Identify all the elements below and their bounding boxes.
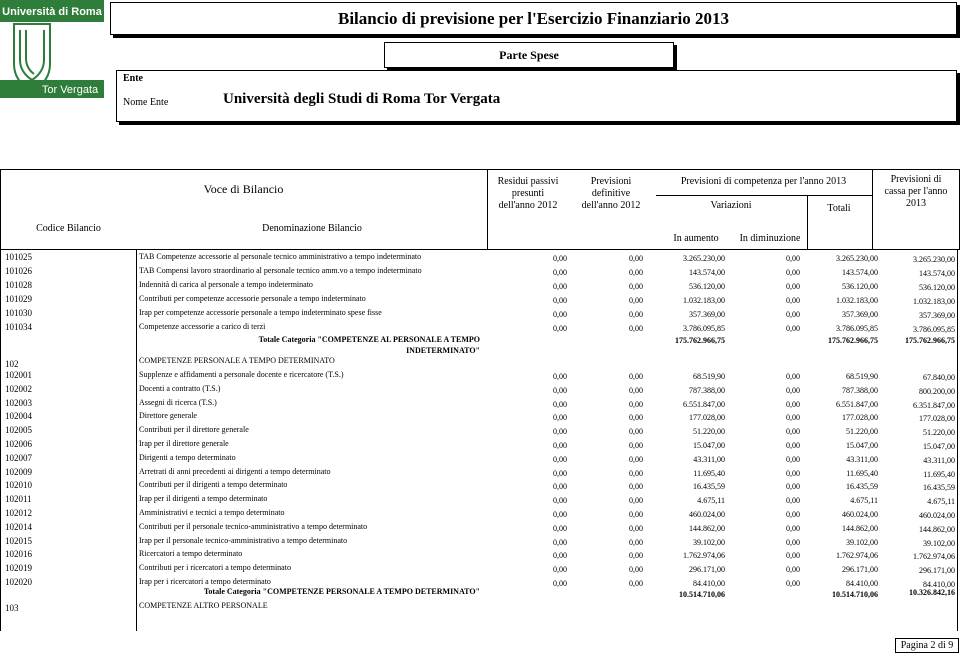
row-def: 0,00 [629,282,643,291]
row-description: Competenze accessorie a carico di terzi [139,322,266,331]
row-description: Direttore generale [139,411,197,421]
table-row [0,522,958,535]
row-def: 0,00 [629,296,643,305]
row-description: Dirigenti a tempo determinato [139,452,236,462]
row-aum: 68.519,90 [693,372,725,381]
row-code: 102003 [5,397,32,408]
table-row [0,384,958,397]
row-def: 0,00 [629,565,643,575]
row-description: Irap per il direttore generale [139,439,229,448]
row-cassa: 4.675,11 [927,497,955,507]
row-code: 102004 [5,411,32,422]
nome-ente-label: Nome Ente [123,97,169,108]
row-tot: 177.028,00 [842,413,878,423]
row-def: 0,00 [629,579,643,588]
row-dim: 0,00 [786,454,800,464]
row-cassa: 1.762.974,06 [913,552,955,562]
nome-ente-value: Università degli Studi di Roma Tor Vergata [223,91,501,107]
row-res: 0,00 [553,441,567,450]
denominazione-header: Denominazione Bilancio [262,223,362,234]
row-tot: 3.786.095,85 [836,324,878,333]
row-def: 0,00 [629,372,643,381]
university-logo [0,0,104,98]
row-res: 0,00 [553,427,567,437]
row-code: 101028 [5,280,32,290]
variazioni-header: Variazioni [710,200,752,211]
table-row [0,411,958,424]
table-row [0,508,958,521]
row-dim: 0,00 [786,254,800,263]
row-code: 102007 [5,452,32,463]
row-def: 0,00 [629,468,643,478]
row-cassa: 67.840,00 [923,373,955,382]
total-cassa: 10.326.842,16 [909,587,955,597]
row-dim: 0,00 [786,510,800,519]
row-tot: 296.171,00 [842,565,878,575]
row-dim: 0,00 [786,482,800,492]
table-row [0,266,958,279]
row-aum: 16.435,59 [693,482,725,492]
row-cassa: 144.862,00 [919,524,955,534]
cassa-header: Previsioni di cassa per l'anno 2013 [884,174,948,209]
row-code: 102001 [5,370,32,380]
row-code: 101029 [5,294,32,304]
row-tot: 11.695,40 [846,468,878,478]
logo-text-bottom: Tor Vergata [41,84,99,96]
row-res: 0,00 [553,310,567,319]
row-aum: 144.862,00 [689,523,725,533]
in-aumento-header: In aumento [673,233,719,244]
row-cassa: 536.120,00 [919,283,955,292]
row-res: 0,00 [553,523,567,533]
row-aum: 787.388,00 [689,385,725,395]
row-code: 102011 [5,494,32,505]
row-aum: 143.574,00 [689,268,725,277]
row-def: 0,00 [629,482,643,492]
row-aum: 43.311,00 [693,454,725,464]
row-cassa: 16.435,59 [923,483,955,493]
row-tot: 4.675,11 [850,496,878,506]
row-def: 0,00 [629,427,643,437]
row-cassa: 143.574,00 [919,269,955,278]
category-code: 103 [5,602,19,613]
table-body [0,249,958,631]
row-aum: 84.410,00 [693,579,725,588]
row-description: Irap per competenze accessorie personale a tempo indeterminato spese fisse [139,308,382,317]
table-row [0,563,958,576]
row-res: 0,00 [553,296,567,305]
row-description: Contributi per il dirigenti a tempo determinato [139,480,288,490]
row-tot: 357.369,00 [842,310,878,319]
row-res: 0,00 [553,496,567,506]
total-aum: 10.514.710,06 [679,589,725,599]
row-def: 0,00 [629,510,643,519]
ente-label: Ente [123,73,143,84]
row-dim: 0,00 [786,268,800,277]
total-label-2: INDETERMINATO" [406,346,480,355]
row-description: Irap per il dirigenti a tempo determinato [139,494,268,504]
row-tot: 536.120,00 [842,282,878,291]
row-dim: 0,00 [786,537,800,547]
row-description: Assegni di ricerca (T.S.) [139,397,217,407]
row-aum: 1.032.183,00 [683,296,725,305]
row-res: 0,00 [553,565,567,575]
row-res: 0,00 [553,482,567,492]
row-description: Ricercatori a tempo determinato [139,549,243,559]
row-def: 0,00 [629,399,643,409]
table-row [0,308,958,321]
row-description: Contributi per il personale tecnico-amministrativo a tempo determinato [139,521,368,531]
row-def: 0,00 [629,496,643,506]
row-description: Docenti a contratto (T.S.) [139,383,221,393]
row-cassa: 460.024,00 [919,511,955,520]
codice-header: Codice Bilancio [36,223,101,234]
row-res: 0,00 [553,385,567,395]
row-def: 0,00 [629,454,643,464]
table-row [0,370,958,383]
row-aum: 296.171,00 [689,565,725,575]
row-dim: 0,00 [786,579,800,588]
row-aum: 3.786.095,85 [683,324,725,333]
row-code: 101034 [5,322,32,332]
row-dim: 0,00 [786,413,800,423]
report-title [110,2,957,35]
row-def: 0,00 [629,523,643,533]
row-res: 0,00 [553,579,567,588]
residui-header: Residui passivi presunti dell'anno 2012 [497,176,559,211]
row-cassa: 39.102,00 [923,538,955,548]
row-tot: 787.388,00 [842,385,878,395]
row-dim: 0,00 [786,282,800,291]
row-code: 102010 [5,480,32,491]
row-def: 0,00 [629,551,643,561]
row-code: 102005 [5,425,32,436]
row-cassa: 296.171,00 [919,566,955,576]
page-indicator: Pagina 2 di 9 [895,638,959,653]
row-code: 102019 [5,563,32,574]
total-aum: 175.762.966,75 [675,336,725,345]
row-cassa: 84.410,00 [923,580,955,589]
row-res: 0,00 [553,399,567,409]
row-res: 0,00 [553,254,567,263]
row-code: 101030 [5,308,32,318]
row-code: 102009 [5,466,32,477]
totali-header: Totali [827,203,851,214]
row-res: 0,00 [553,268,567,277]
table-row [0,280,958,293]
row-description: Contributi per il direttore generale [139,425,249,435]
row-tot: 6.551.847,00 [836,399,878,409]
total-cassa: 175.762.966,75 [905,336,955,345]
table-row [0,494,958,507]
column-header [0,169,960,250]
row-aum: 357.369,00 [689,310,725,319]
row-dim: 0,00 [786,427,800,437]
row-dim: 0,00 [786,496,800,506]
total-tot: 175.762.966,75 [828,336,878,345]
row-aum: 460.024,00 [689,510,725,519]
row-cassa: 177.028,00 [919,414,955,424]
row-res: 0,00 [553,454,567,464]
row-cassa: 800.200,00 [919,386,955,396]
row-code: 102015 [5,535,32,546]
row-aum: 51.220,00 [693,427,725,437]
row-dim: 0,00 [786,565,800,575]
row-cassa: 51.220,00 [923,428,955,438]
row-cassa: 15.047,00 [923,442,955,451]
row-tot: 39.102,00 [846,537,878,547]
row-tot: 43.311,00 [846,454,878,464]
competenza-header: Previsioni di competenza per l'anno 2013 [680,176,847,187]
row-aum: 1.762.974,06 [683,551,725,561]
row-tot: 3.265.230,00 [836,254,878,263]
row-dim: 0,00 [786,385,800,395]
row-code: 101025 [5,252,32,262]
row-def: 0,00 [629,268,643,277]
row-dim: 0,00 [786,468,800,478]
row-aum: 11.695,40 [693,468,725,478]
row-cassa: 6.351.847,00 [913,400,955,410]
row-tot: 1.762.974,06 [836,551,878,561]
row-def: 0,00 [629,254,643,263]
table-row [0,322,958,335]
row-dim: 0,00 [786,372,800,381]
row-cassa: 3.265.230,00 [913,255,955,264]
row-tot: 143.574,00 [842,268,878,277]
row-code: 101026 [5,266,32,276]
table-row [0,294,958,307]
category-description: COMPETENZE PERSONALE A TEMPO DETERMINATO [139,356,335,365]
voce-header: Voce di Bilancio [203,182,284,196]
row-code: 102012 [5,508,32,518]
row-def: 0,00 [629,310,643,319]
row-description: TAB Competenze accessorie al personale tecnico amministrativo a tempo indeterminato [139,252,422,261]
row-aum: 15.047,00 [693,441,725,450]
row-cassa: 3.786.095,85 [913,325,955,334]
category-description: COMPETENZE ALTRO PERSONALE [139,600,268,610]
row-tot: 144.862,00 [842,523,878,533]
row-def: 0,00 [629,324,643,333]
report-title-text: Bilancio di previsione per l'Esercizio Finanziario 2013 [338,8,729,28]
row-description: Irap per i ricercatori a tempo determinato [139,577,271,586]
row-cassa: 357.369,00 [919,311,955,320]
total-label-1: Totale Categoria "COMPETENZE AL PERSONALE A TEMPO [258,335,480,344]
in-diminuzione-header: In diminuzione [739,233,801,244]
row-res: 0,00 [553,468,567,478]
row-tot: 68.519,90 [846,372,878,381]
row-code: 102014 [5,521,32,532]
row-tot: 15.047,00 [846,441,878,450]
table-row [0,439,958,452]
parte-box [384,42,674,68]
row-code: 102016 [5,549,32,560]
ente-box [116,70,957,122]
row-res: 0,00 [553,282,567,291]
parte-label: Parte Spese [499,47,559,62]
row-def: 0,00 [629,537,643,547]
row-res: 0,00 [553,510,567,519]
table-row [0,453,958,466]
row-description: Supplenze e affidamenti a personale docente e ricercatore (T.S.) [139,370,344,379]
row-description: Contributi per i ricercatori a tempo determinato [139,563,291,573]
table-row [0,398,958,411]
category-row [0,601,958,614]
table-row [0,467,958,480]
total-label: Totale Categoria "COMPETENZE PERSONALE A TEMPO DETERMINATO" [203,586,480,596]
row-tot: 84.410,00 [846,579,878,588]
table-row [0,425,958,438]
row-cassa: 43.311,00 [923,455,955,465]
row-def: 0,00 [629,413,643,423]
row-dim: 0,00 [786,310,800,319]
row-tot: 1.032.183,00 [836,296,878,305]
row-description: TAB Compensi lavoro straordinario al personale tecnico amm.vo a tempo indeterminato [139,266,422,275]
row-tot: 51.220,00 [846,427,878,437]
row-dim: 0,00 [786,551,800,561]
row-dim: 0,00 [786,324,800,333]
row-dim: 0,00 [786,399,800,409]
row-description: Contributi per competenze accessorie personale a tempo indeterminato [139,294,366,303]
row-cassa: 1.032.183,00 [913,297,955,306]
row-res: 0,00 [553,372,567,381]
total-row [0,587,958,600]
category-code: 102 [5,359,19,369]
row-aum: 536.120,00 [689,282,725,291]
row-description: Arretrati di anni precedenti ai dirigenti a tempo determinato [139,466,331,476]
row-def: 0,00 [629,441,643,450]
row-tot: 460.024,00 [842,510,878,519]
row-dim: 0,00 [786,523,800,533]
category-row [0,356,958,369]
total-tot: 10.514.710,06 [832,589,878,599]
table-row [0,549,958,562]
row-res: 0,00 [553,551,567,561]
table-row [0,536,958,549]
row-dim: 0,00 [786,441,800,450]
row-res: 0,00 [553,537,567,547]
logo-text-top: Università di Roma [2,6,102,18]
row-aum: 6.551.847,00 [683,399,725,409]
row-aum: 39.102,00 [693,537,725,547]
row-aum: 3.265.230,00 [683,254,725,263]
row-res: 0,00 [553,324,567,333]
previsioni-definitive-header: Previsioni definitive dell'anno 2012 [581,176,641,211]
row-description: Irap per il personale tecnico-amministrativo a tempo determinato [139,535,348,545]
row-def: 0,00 [629,385,643,395]
table-row [0,252,958,265]
row-aum: 4.675,11 [697,496,725,506]
row-aum: 177.028,00 [689,413,725,423]
row-tot: 16.435,59 [846,482,878,492]
row-description: Indennità di carica al personale a tempo indeterminato [139,280,313,289]
row-res: 0,00 [553,413,567,423]
row-cassa: 11.695,40 [923,469,955,479]
row-dim: 0,00 [786,296,800,305]
row-code: 102020 [5,577,32,587]
row-code: 102006 [5,439,32,449]
row-description: Amministrativi e tecnici a tempo determinato [139,508,285,517]
table-row [0,480,958,493]
row-code: 102002 [5,383,32,394]
